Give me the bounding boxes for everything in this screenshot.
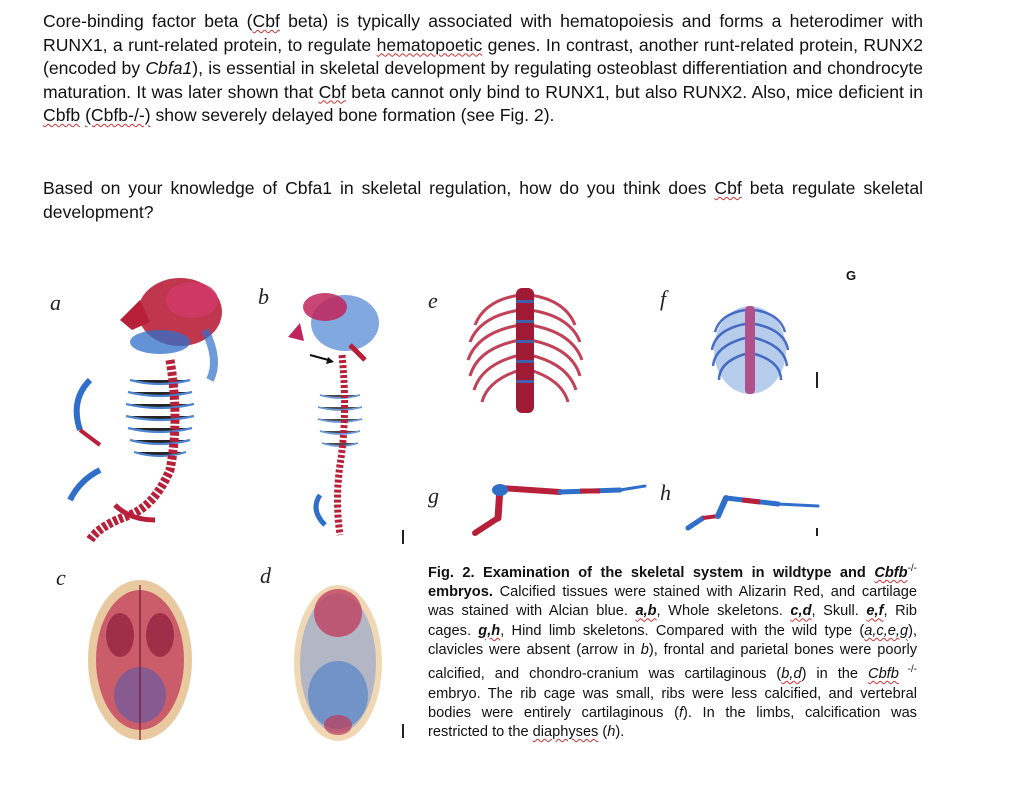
panel-label-d: d — [260, 563, 271, 588]
spell-flagged-word: Cbfb — [43, 105, 81, 125]
text-run: beta regulate skeletal development? — [43, 178, 924, 222]
text-run: ). — [615, 724, 625, 741]
mutant-hindlimb-image — [678, 488, 828, 538]
spell-flagged-word: Cbf — [318, 81, 346, 102]
text-run: ( — [598, 724, 608, 741]
text-run: ), frontal and parietal bones were poorly calcified, and chondro-cranium was cartilaginous ( — [428, 642, 917, 683]
mutant-skeleton-image — [280, 285, 390, 545]
text-run: genes. In contrast, another runt-related protein, RUNX2 (encoded by — [43, 34, 923, 78]
mutant-ribcage-image — [705, 300, 795, 400]
wildtype-skull-image — [80, 565, 200, 745]
wildtype-skeleton-image — [60, 270, 235, 550]
text-run: ) in the — [801, 666, 869, 683]
text-run: Calcified tissues were stained with Alizarin Red, and cartilage was stained with Alcian blue. — [428, 584, 917, 620]
scale-bar — [402, 530, 404, 544]
panel-ref: a,b — [635, 603, 657, 620]
text-run: Based on your knowledge of Cbfa1 in skeletal regulation, how do you think does — [43, 178, 715, 198]
text-run: Core-binding factor beta ( — [43, 11, 253, 31]
figure-caption — [428, 559, 917, 742]
gene-name: Cbfb — [868, 666, 899, 683]
figure-label-G: G — [846, 268, 857, 283]
panel-ref: g,h — [478, 622, 501, 639]
wildtype-ribcage-image — [460, 280, 590, 420]
spell-flagged-word: (Cbfb-/-) — [85, 105, 151, 125]
scale-bar — [402, 724, 404, 738]
text-run: Fig. 2. Examination of the skeletal system in wildtype and — [428, 564, 875, 581]
mutant-skull-image — [290, 575, 385, 745]
spell-flagged-word: diaphyses — [532, 724, 599, 741]
text-run: , Hind limb skeletons. Compared with the wild type ( — [500, 622, 865, 639]
superscript: -/- — [898, 664, 918, 676]
panel-label-e: e — [428, 288, 438, 313]
panel-label-g: g — [428, 483, 439, 508]
text-run: beta) is typically associated with hematopoiesis and forms a heterodimer with RUNX1, a runt-related protein, to regulate — [43, 11, 923, 55]
panel-ref: f — [678, 704, 684, 721]
text-run: ). In the limbs, calcification was restricted to the — [428, 704, 917, 741]
panel-label-b: b — [258, 284, 269, 309]
panel-ref: a,c,e,g — [864, 622, 909, 639]
panel-ref: c,d — [790, 603, 812, 620]
text-run: ), clavicles were absent (arrow in — [428, 622, 917, 659]
panel-label-a: a — [50, 290, 61, 315]
gene-name: Cbfb — [874, 564, 908, 581]
question-paragraph-2 — [43, 177, 923, 224]
panel-label-f: f — [660, 286, 667, 311]
panel-label-h: h — [660, 480, 671, 505]
text-run: , Rib cages. — [428, 603, 917, 639]
text-run: embryo. The rib cage was small, ribs were less calcified, and vertebral bodies were entirely cartilaginous ( — [428, 685, 917, 721]
superscript: -/- — [907, 563, 917, 574]
text-run: beta cannot only bind to RUNX1, but also RUNX2. Also, mice deficient in — [345, 81, 923, 102]
text-run: ), is essential in skeletal development by regulating osteoblast differentiation and chondrocyte maturation. It was later shown that — [43, 58, 923, 102]
gene-name: Cbfa1 — [145, 58, 193, 78]
wildtype-hindlimb-image — [470, 478, 650, 548]
text-run: show severely delayed bone formation (see Fig. 2). — [150, 105, 555, 125]
spell-flagged-word: Cbf — [714, 178, 742, 198]
text-run: , Whole skeletons. — [656, 603, 791, 620]
text-run: , Skull. — [811, 603, 867, 620]
scale-bar — [816, 372, 818, 388]
panel-label-c: c — [56, 565, 66, 590]
panel-ref: h — [607, 724, 616, 741]
panel-ref: b,d — [781, 666, 802, 683]
question-paragraph-1 — [43, 10, 923, 128]
spell-flagged-word: hematopoetic — [376, 34, 483, 55]
spell-flagged-word: Cbf — [252, 11, 280, 31]
panel-ref: b — [640, 642, 649, 659]
text-run: embryos. — [428, 584, 493, 601]
panel-ref: e,f — [866, 603, 884, 620]
